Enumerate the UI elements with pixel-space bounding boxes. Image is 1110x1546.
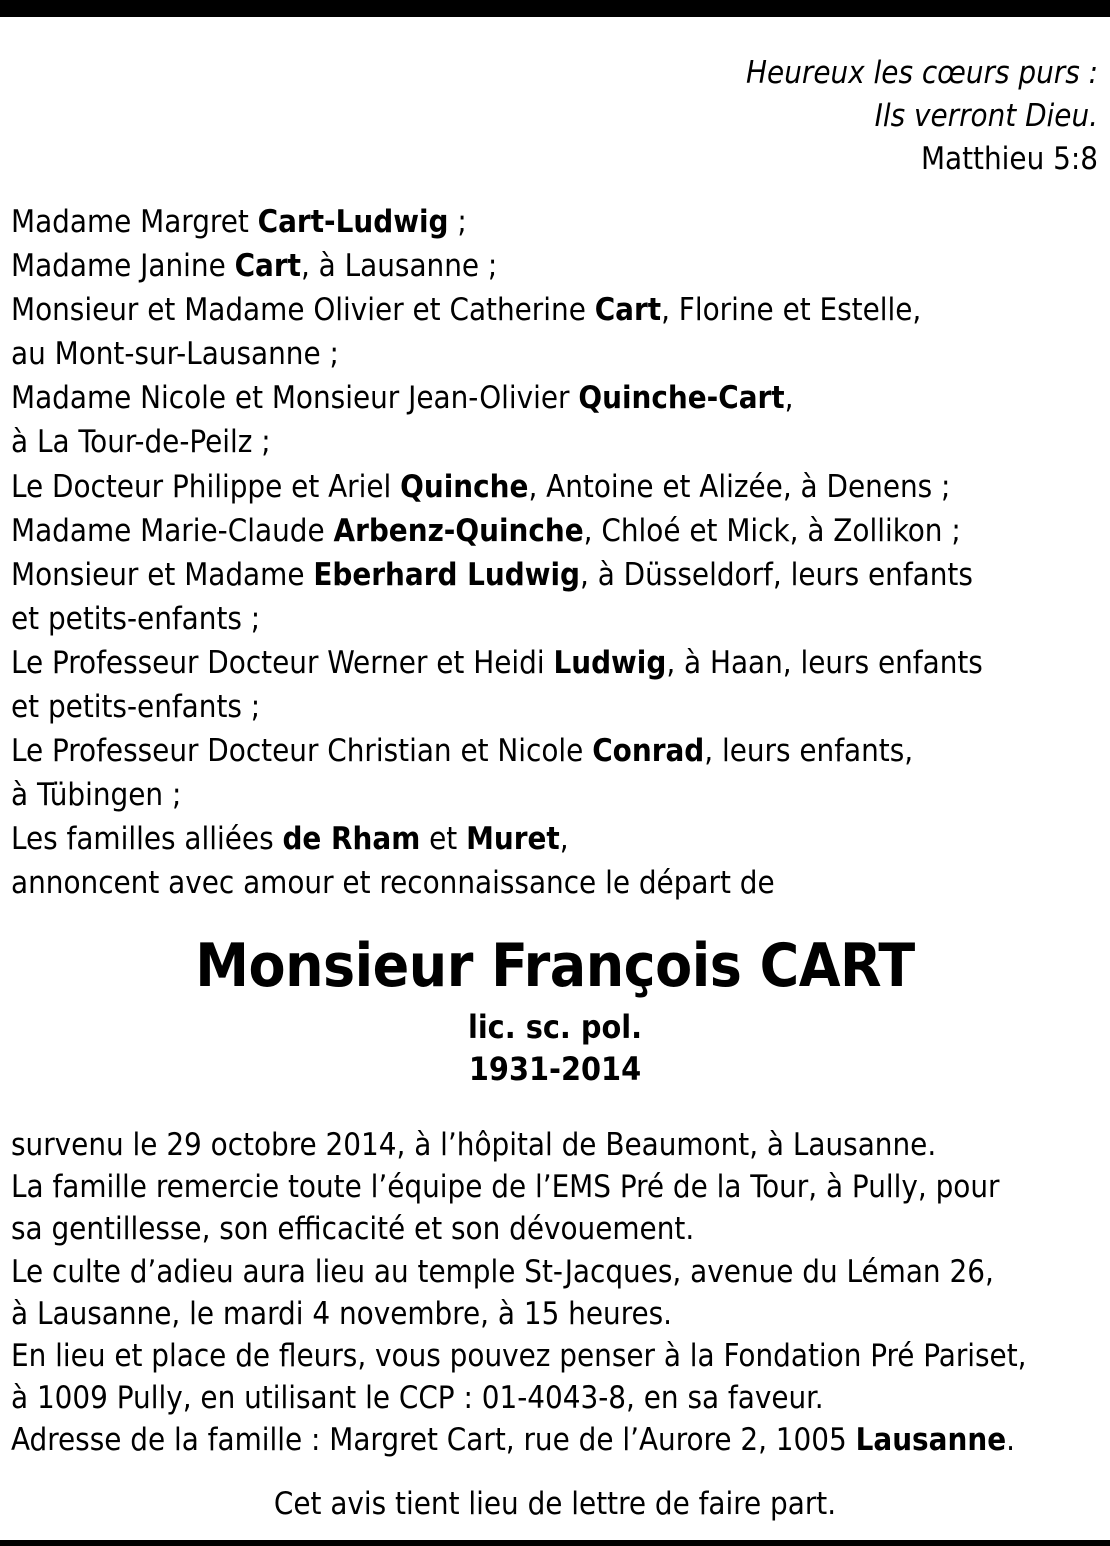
family-line-text: Madame Nicole et Monsieur Jean-Olivier xyxy=(11,380,579,417)
family-line-text: Madame Margret xyxy=(11,204,258,240)
family-line xyxy=(11,553,1101,597)
details-line: Le culte d’adieu aura lieu au temple St-Jacques, avenue du Léman 26, xyxy=(11,1253,994,1290)
address-text: Adresse de la famille : Margret Cart, rue de l’Aurore 2, 1005 xyxy=(11,1422,856,1459)
deceased-block xyxy=(0,926,1110,1090)
details-line: à Lausanne, le mardi 4 novembre, à 15 heures. xyxy=(11,1295,673,1332)
family-line xyxy=(11,332,1101,376)
top-rule xyxy=(0,0,1110,17)
announcement-line: annoncent avec amour et reconnaissance le départ de xyxy=(11,865,775,902)
family-line-suffix: , à Haan, leurs enfants xyxy=(666,644,983,681)
allied-surname-2: Muret xyxy=(466,821,560,858)
allied-suffix: , xyxy=(559,821,569,858)
allied-text: Les familles alliées xyxy=(11,821,283,858)
family-line xyxy=(11,773,1101,817)
address-city: Lausanne xyxy=(855,1422,1007,1459)
family-surname: Cart xyxy=(594,292,662,329)
family-line xyxy=(11,685,1101,729)
epigraph xyxy=(746,52,1098,181)
family-line-suffix: , Florine et Estelle, xyxy=(661,292,922,329)
family-line-text: Le Professeur Docteur Christian et Nicole xyxy=(11,733,593,770)
family-surname: Eberhard Ludwig xyxy=(313,556,581,593)
family-line-text: à La Tour-de-Peilz ; xyxy=(11,424,271,461)
family-line-text: Monsieur et Madame xyxy=(11,556,314,593)
family-surname: Cart xyxy=(234,248,301,285)
family-line-text: Le Docteur Philippe et Ariel xyxy=(11,468,401,505)
family-line xyxy=(11,597,1101,641)
allied-surname-1: de Rham xyxy=(282,821,421,858)
details-line: à 1009 Pully, en utilisant le CCP : 01-4043-8, en sa faveur. xyxy=(11,1380,824,1417)
family-line-text: au Mont-sur-Lausanne ; xyxy=(11,336,339,373)
family-line-text: et petits-enfants ; xyxy=(11,600,261,637)
family-line xyxy=(11,244,1101,288)
epigraph-line-1: Heureux les cœurs purs : xyxy=(746,55,1098,91)
details-line: La famille remercie toute l’équipe de l’EMS Pré de la Tour, à Pully, pour xyxy=(11,1169,1000,1206)
family-line-suffix: , Antoine et Alizée, à Denens ; xyxy=(528,468,951,505)
deceased-years: 1931-2014 xyxy=(468,1050,642,1088)
allied-families-line xyxy=(11,817,1101,861)
family-line-suffix: , xyxy=(784,380,794,417)
family-surname: Ludwig xyxy=(553,644,667,681)
family-line xyxy=(11,200,1101,244)
family-line-suffix: , à Düsseldorf, leurs enfants xyxy=(580,556,973,593)
address-suffix: . xyxy=(1006,1422,1015,1459)
details-line: En lieu et place de fleurs, vous pouvez penser à la Fondation Pré Pariset, xyxy=(11,1338,1027,1375)
footer-note: Cet avis tient lieu de lettre de faire part. xyxy=(273,1486,837,1522)
family-surname: Cart-Ludwig xyxy=(257,204,449,240)
details-line: survenu le 29 octobre 2014, à l’hôpital de Beaumont, à Lausanne. xyxy=(11,1127,937,1163)
epigraph-reference: Matthieu 5:8 xyxy=(920,141,1098,177)
family-line xyxy=(11,641,1101,685)
family-surname: Quinche xyxy=(400,468,529,505)
family-line-text: et petits-enfants ; xyxy=(11,689,261,726)
family-line-suffix: , à Lausanne ; xyxy=(300,248,498,285)
family-line-suffix: ; xyxy=(448,204,467,240)
details-text xyxy=(11,1124,1106,1462)
family-surname: Quinche-Cart xyxy=(578,380,785,417)
family-line xyxy=(11,376,1101,420)
family-line-text: Monsieur et Madame Olivier et Catherine xyxy=(11,292,595,329)
family-list xyxy=(11,200,1101,906)
family-surname: Conrad xyxy=(592,733,705,770)
family-line-suffix: , Chloé et Mick, à Zollikon ; xyxy=(583,512,961,549)
bottom-rule xyxy=(0,1540,1110,1546)
family-line xyxy=(11,509,1101,553)
deceased-title: lic. sc. pol. xyxy=(467,1008,643,1046)
family-line-text: Madame Marie-Claude xyxy=(11,512,334,549)
family-line xyxy=(11,420,1101,464)
epigraph-line-2: Ils verront Dieu. xyxy=(874,98,1098,134)
family-line-text: à Tübingen ; xyxy=(11,777,182,814)
family-line-suffix: , leurs enfants, xyxy=(704,733,914,770)
family-line xyxy=(11,288,1101,332)
family-line xyxy=(11,729,1101,773)
deceased-name: Monsieur François CART xyxy=(195,931,915,1001)
family-address-line xyxy=(11,1419,1106,1461)
details-line: sa gentillesse, son efficacité et son dévouement. xyxy=(11,1211,695,1248)
family-line xyxy=(11,465,1101,509)
allied-conjunction: et xyxy=(420,821,467,858)
family-surname: Arbenz-Quinche xyxy=(333,512,584,549)
family-line-text: Madame Janine xyxy=(11,248,235,285)
family-line-text: Le Professeur Docteur Werner et Heidi xyxy=(11,644,554,681)
